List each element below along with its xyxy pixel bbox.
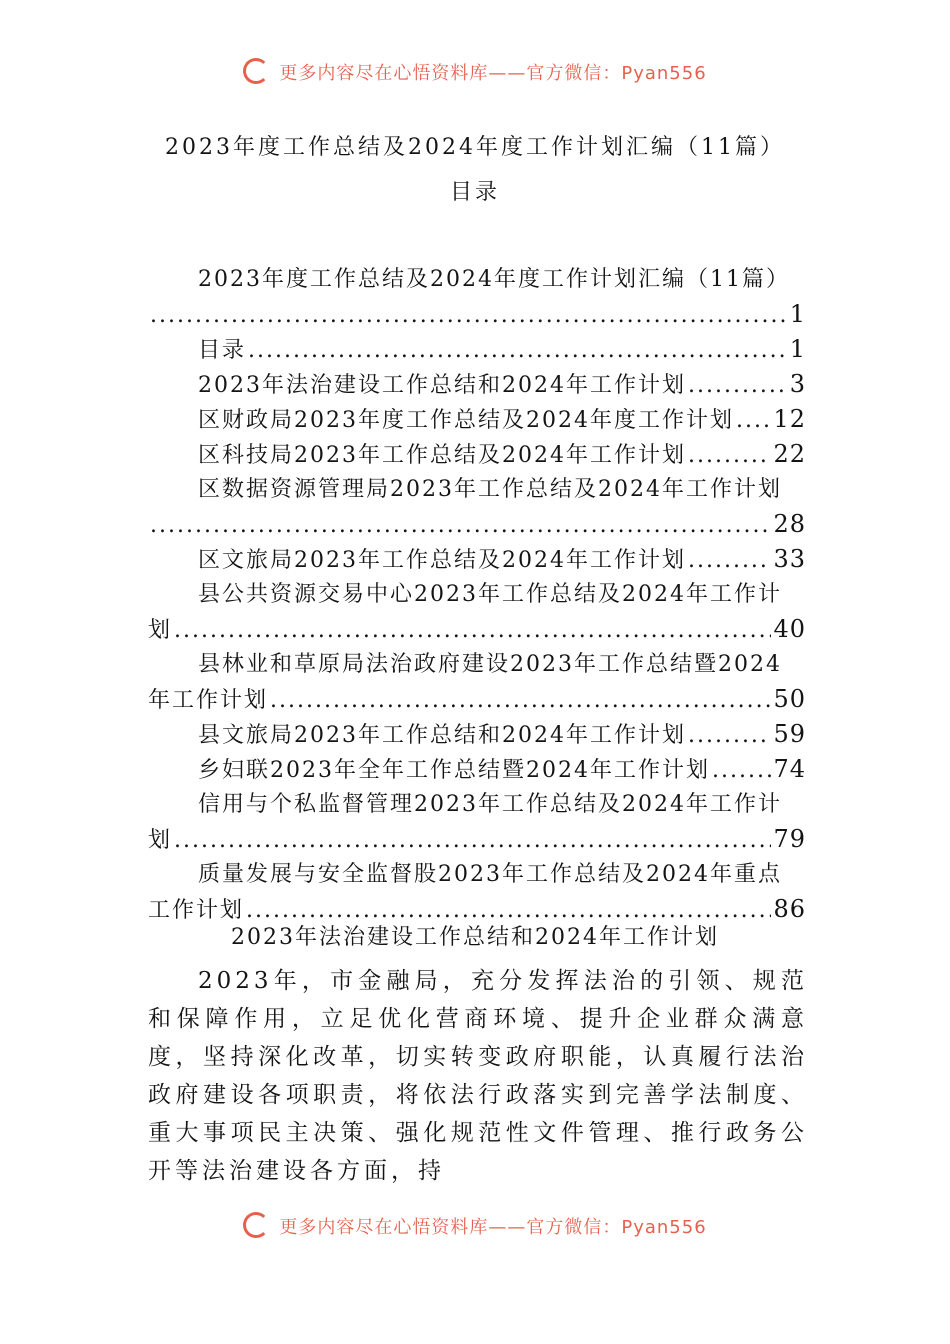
toc-page-number: 12 <box>773 405 806 433</box>
toc-entry-title: 区文旅局2023年工作总结及2024年工作计划 <box>198 548 686 573</box>
toc-entry-title: 乡妇联2023年全年工作总结暨2024年工作计划 <box>198 758 710 783</box>
toc-line <box>148 682 806 717</box>
toc-page-number: 22 <box>773 440 806 468</box>
toc-entry-title: 县公共资源交易中心2023年工作总结及2024年工作计 <box>198 582 782 607</box>
toc-heading: 目录 <box>449 180 500 205</box>
toc-line <box>148 577 806 612</box>
watermark-footer <box>0 1212 950 1239</box>
toc-line <box>148 472 806 507</box>
toc-line <box>148 262 806 297</box>
toc-entry-title: 质量发展与安全监督股2023年工作总结及2024年重点 <box>198 862 782 887</box>
section-title: 2023年法治建设工作总结和2024年工作计划 <box>231 925 719 950</box>
toc-leader-dots <box>688 718 771 752</box>
toc-line <box>148 787 806 822</box>
toc-entry[interactable] <box>148 402 806 437</box>
document-title: 2023年度工作总结及2024年度工作计划汇编（11篇） <box>165 135 785 160</box>
toc-entry-title: 2023年法治建设工作总结和2024年工作计划 <box>198 373 686 398</box>
toc-entry[interactable] <box>148 857 806 927</box>
toc-entry-title-continued: 划 <box>148 618 173 643</box>
watermark-text: 更多内容尽在心悟资料库——官方微信：Pyan556 <box>279 63 707 84</box>
toc-page-number: 50 <box>773 685 806 713</box>
toc-page-number: 74 <box>773 755 806 783</box>
toc-entry[interactable] <box>148 647 806 717</box>
table-of-contents <box>148 262 806 927</box>
toc-line <box>148 437 806 472</box>
toc-line <box>148 822 806 857</box>
toc-entry-title-continued: 工作计划 <box>148 898 245 923</box>
toc-page-number: 3 <box>789 370 806 398</box>
toc-line <box>148 402 806 437</box>
toc-entry[interactable] <box>148 787 806 857</box>
toc-line <box>148 507 806 542</box>
toc-line <box>148 367 806 402</box>
toc-entry[interactable] <box>148 332 806 367</box>
toc-page-number: 1 <box>789 300 806 328</box>
toc-entry[interactable] <box>148 472 806 542</box>
toc-page-number: 59 <box>773 720 806 748</box>
toc-entry-title-continued: 划 <box>148 828 173 853</box>
toc-page-number: 79 <box>773 825 806 853</box>
toc-leader-dots <box>248 333 788 367</box>
watermark-text: 更多内容尽在心悟资料库——官方微信：Pyan556 <box>279 1217 707 1238</box>
toc-leader-dots <box>270 683 771 717</box>
toc-entry[interactable] <box>148 752 806 787</box>
watermark-logo-icon <box>243 1212 269 1238</box>
toc-entry[interactable] <box>148 437 806 472</box>
toc-entry-title: 区数据资源管理局2023年工作总结及2024年工作计划 <box>198 477 782 502</box>
toc-entry[interactable] <box>148 367 806 402</box>
toc-leader-dots <box>150 298 788 332</box>
toc-line <box>148 297 806 332</box>
watermark-header <box>0 58 950 85</box>
toc-entry[interactable] <box>148 577 806 647</box>
toc-leader-dots <box>712 753 771 787</box>
toc-leader-dots <box>688 543 771 577</box>
toc-line <box>148 332 806 367</box>
toc-leader-dots <box>688 438 771 472</box>
toc-page-number: 28 <box>773 510 806 538</box>
section-paragraph: 2023年，市金融局，充分发挥法治的引领、规范和保障作用，立足优化营商环境、提升企业群众满意度，坚持深化改革，切实转变政府职能，认真履行法治政府建设各项职责，将依法行政落实到完善学法制度、重大事项民主决策、强化规范性文件管理、推行政务公开等法治建设各方面，持 <box>148 968 808 1184</box>
toc-leader-dots <box>174 823 771 857</box>
watermark-logo-icon <box>243 58 269 84</box>
toc-entry-title: 目录 <box>198 338 247 363</box>
toc-entry-title: 县林业和草原局法治政府建设2023年工作总结暨2024 <box>198 652 782 677</box>
toc-entry-title: 区财政局2023年度工作总结及2024年度工作计划 <box>198 408 734 433</box>
toc-entry-title: 区科技局2023年工作总结及2024年工作计划 <box>198 443 686 468</box>
toc-line <box>148 542 806 577</box>
toc-entry[interactable] <box>148 542 806 577</box>
toc-line <box>148 752 806 787</box>
toc-entry[interactable] <box>148 262 806 332</box>
toc-leader-dots <box>688 368 788 402</box>
toc-page-number: 86 <box>773 895 806 923</box>
toc-leader-dots <box>174 613 771 647</box>
toc-entry[interactable] <box>148 717 806 752</box>
toc-page-number: 40 <box>773 615 806 643</box>
toc-line <box>148 717 806 752</box>
toc-line <box>148 647 806 682</box>
toc-line <box>148 612 806 647</box>
toc-page-number: 33 <box>773 545 806 573</box>
toc-entry-title: 信用与个私监督管理2023年工作总结及2024年工作计 <box>198 792 782 817</box>
toc-line <box>148 857 806 892</box>
toc-leader-dots <box>150 508 771 542</box>
toc-page-number: 1 <box>789 335 806 363</box>
toc-entry-title: 2023年度工作总结及2024年度工作计划汇编（11篇） <box>198 267 790 292</box>
toc-entry-title: 县文旅局2023年工作总结和2024年工作计划 <box>198 723 686 748</box>
toc-leader-dots <box>736 403 771 437</box>
toc-entry-title-continued: 年工作计划 <box>148 688 269 713</box>
